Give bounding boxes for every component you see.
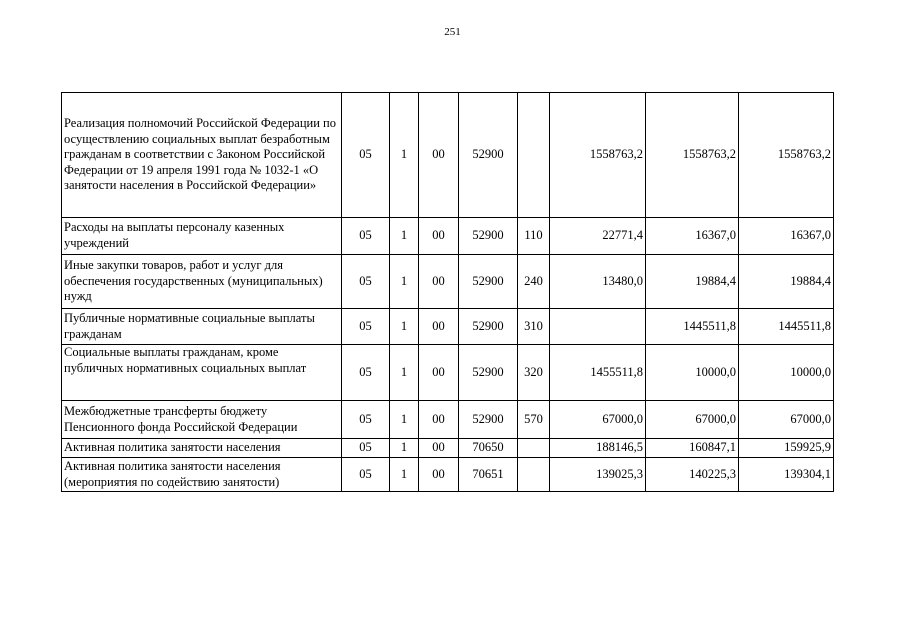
target-code: 52900 xyxy=(459,218,518,255)
section-code: 05 xyxy=(342,439,390,458)
row-name: Расходы на выплаты персоналу казенных учреждений xyxy=(62,218,342,255)
program-code: 1 xyxy=(390,218,419,255)
subprogram-code: 00 xyxy=(419,93,459,218)
amount-1: 22771,4 xyxy=(550,218,646,255)
row-name: Публичные нормативные социальные выплаты гражданам xyxy=(62,309,342,345)
section-code: 05 xyxy=(342,401,390,439)
amount-1: 188146,5 xyxy=(550,439,646,458)
row-name: Социальные выплаты гражданам, кроме публичных нормативных социальных выплат xyxy=(62,345,342,401)
program-code: 1 xyxy=(390,345,419,401)
row-name: Активная политика занятости населения xyxy=(62,439,342,458)
table-row xyxy=(62,93,834,218)
subprogram-code: 00 xyxy=(419,401,459,439)
table-row xyxy=(62,439,834,458)
row-name: Активная политика занятости населения (мероприятия по содействию занятости) xyxy=(62,458,342,492)
amount-1: 13480,0 xyxy=(550,255,646,309)
table-row xyxy=(62,345,834,401)
table-row xyxy=(62,309,834,345)
amount-3: 139304,1 xyxy=(739,458,834,492)
program-code: 1 xyxy=(390,439,419,458)
subprogram-code: 00 xyxy=(419,345,459,401)
amount-2: 10000,0 xyxy=(646,345,739,401)
subprogram-code: 00 xyxy=(419,218,459,255)
amount-2: 1445511,8 xyxy=(646,309,739,345)
amount-1 xyxy=(550,309,646,345)
expense-type-code xyxy=(518,93,550,218)
amount-3: 1445511,8 xyxy=(739,309,834,345)
target-code: 52900 xyxy=(459,309,518,345)
expense-type-code: 570 xyxy=(518,401,550,439)
amount-3: 16367,0 xyxy=(739,218,834,255)
expense-type-code: 240 xyxy=(518,255,550,309)
budget-table xyxy=(61,92,834,492)
subprogram-code: 00 xyxy=(419,309,459,345)
section-code: 05 xyxy=(342,93,390,218)
program-code: 1 xyxy=(390,458,419,492)
target-code: 52900 xyxy=(459,255,518,309)
section-code: 05 xyxy=(342,458,390,492)
target-code: 70651 xyxy=(459,458,518,492)
amount-2: 19884,4 xyxy=(646,255,739,309)
program-code: 1 xyxy=(390,93,419,218)
table-row xyxy=(62,458,834,492)
section-code: 05 xyxy=(342,218,390,255)
subprogram-code: 00 xyxy=(419,255,459,309)
target-code: 70650 xyxy=(459,439,518,458)
section-code: 05 xyxy=(342,309,390,345)
expense-type-code xyxy=(518,458,550,492)
expense-type-code: 320 xyxy=(518,345,550,401)
amount-3: 1558763,2 xyxy=(739,93,834,218)
section-code: 05 xyxy=(342,255,390,309)
subprogram-code: 00 xyxy=(419,439,459,458)
amount-1: 67000,0 xyxy=(550,401,646,439)
amount-1: 1558763,2 xyxy=(550,93,646,218)
target-code: 52900 xyxy=(459,93,518,218)
program-code: 1 xyxy=(390,401,419,439)
expense-type-code: 110 xyxy=(518,218,550,255)
table-row xyxy=(62,218,834,255)
amount-2: 67000,0 xyxy=(646,401,739,439)
amount-2: 1558763,2 xyxy=(646,93,739,218)
amount-2: 160847,1 xyxy=(646,439,739,458)
subprogram-code: 00 xyxy=(419,458,459,492)
expense-type-code xyxy=(518,439,550,458)
amount-3: 159925,9 xyxy=(739,439,834,458)
page-number: 251 xyxy=(444,26,461,38)
target-code: 52900 xyxy=(459,345,518,401)
program-code: 1 xyxy=(390,255,419,309)
section-code: 05 xyxy=(342,345,390,401)
amount-1: 139025,3 xyxy=(550,458,646,492)
row-name: Иные закупки товаров, работ и услуг для обеспечения государственных (муниципальных) нужд xyxy=(62,255,342,309)
amount-2: 140225,3 xyxy=(646,458,739,492)
amount-3: 10000,0 xyxy=(739,345,834,401)
amount-3: 67000,0 xyxy=(739,401,834,439)
row-name: Реализация полномочий Российской Федерации по осуществлению социальных выплат безработным гражданам в соответствии с Законом Российской Федерации от 19 апреля 1991 года № 1032-1 «О занятости населения в Российской Федерации» xyxy=(62,93,342,218)
expense-type-code: 310 xyxy=(518,309,550,345)
table-row xyxy=(62,401,834,439)
program-code: 1 xyxy=(390,309,419,345)
amount-1: 1455511,8 xyxy=(550,345,646,401)
amount-2: 16367,0 xyxy=(646,218,739,255)
target-code: 52900 xyxy=(459,401,518,439)
amount-3: 19884,4 xyxy=(739,255,834,309)
row-name: Межбюджетные трансферты бюджету Пенсионного фонда Российской Федерации xyxy=(62,401,342,439)
table-row xyxy=(62,255,834,309)
